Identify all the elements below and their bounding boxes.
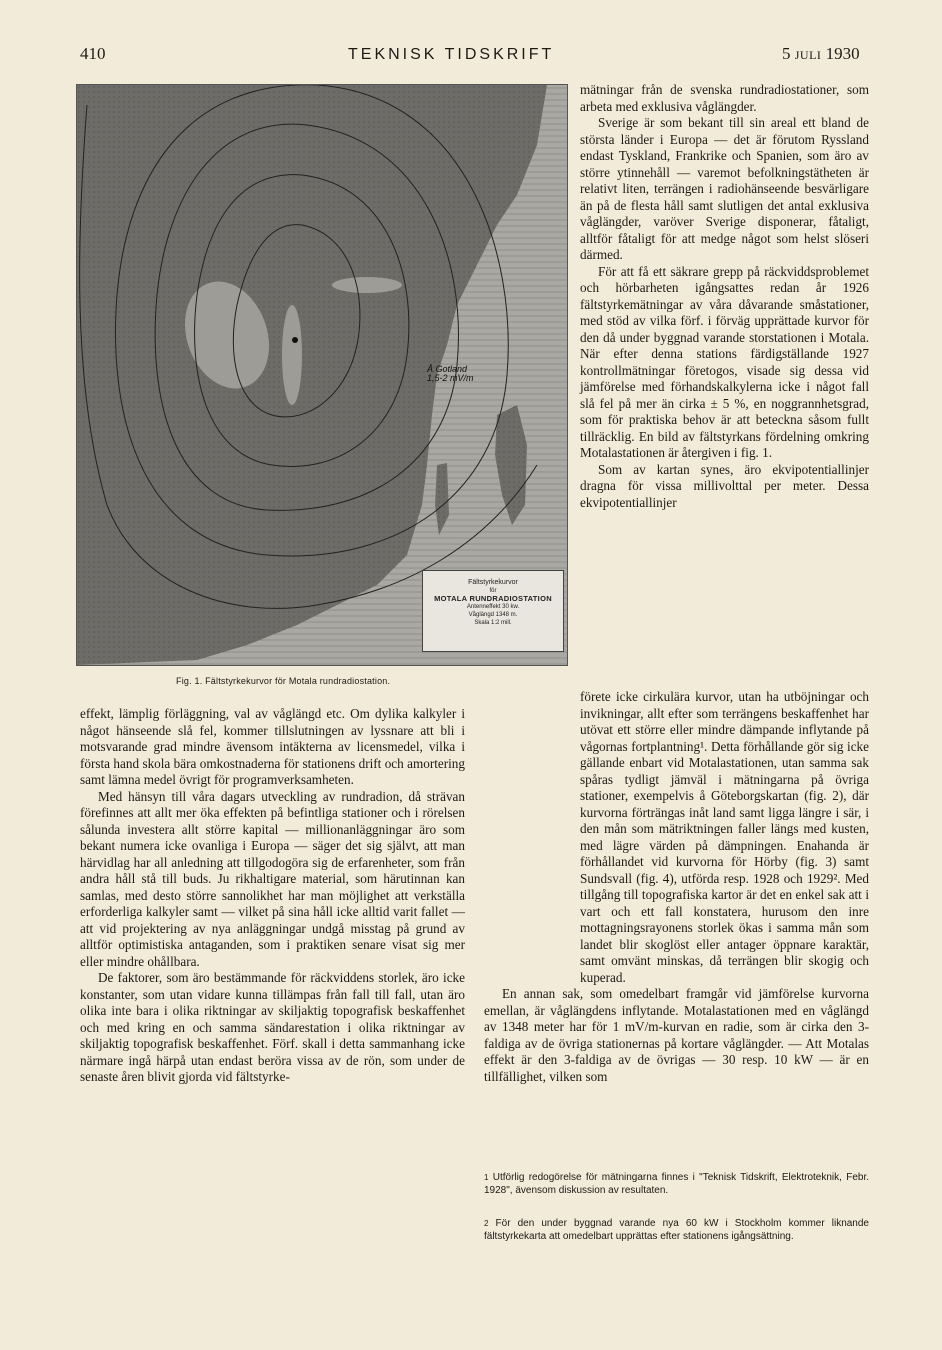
gotland-value: 1,5-2 mV/m [427, 373, 474, 383]
paragraph: förete icke cirkulära kurvor, utan ha utböjningar och invikningar, allt efter som terrängens beskaffenhet har utövat ett större eller mindre dämpande inflytande på vågornas fortplantning¹. Detta förhållande gör sig icke gällande enbart vid Motalastationen, utan samma sak spåras tydligt jämväl i mätningarna på övriga stationer, exempelvis å Göteborgskartan (fig. 2), där kurvorna förträngas inåt land samt ligga längre i sär, i den mån som mätriktningen faller längs med kusten, med lägre värden på dämpningen. Enahanda är förhållandet vid kurvorna för Hörby (fig. 3) samt Sundsvall (fig. 4), utförda resp. 1928 och 1929². Med tillgång till topografiska kartor är det en enkel sak att i vart och ett fall konstatera, hurusom den inre mottagningsrayonens storlek ökas i samma mån som landet blir skoglöst eller antager öppnare karaktär, samt omvänt minskas, då terrängen blir skogig och kuperad. [580, 689, 869, 985]
paragraph: effekt, lämplig förläggning, val av våglängd etc. Om dylika kalkyler i något hänseende slå fel, kommer tillslutningen av lyssnare att bli i motsvarande grad mindre ävensom intäkterna av licensmedel, vilka i första hand skola bära omkostnaderna för stationens drift och amortering samt lämna medel övrigt för programverksamheten. [80, 706, 465, 787]
footnote [484, 1217, 869, 1243]
lake-malaren [332, 277, 402, 293]
legend-wavelength: Våglängd 1348 m. [468, 612, 518, 618]
gotland-name: Å Gotland [427, 364, 468, 374]
paragraph: Med hänsyn till våra dagars utveckling av rundradion, då strävan förefinnes att allt mer öka effekten på befintliga stationer och i rörelsen sålunda investera allt större kapital — millionanläggningar äro som bekant numera icke ovanliga i Europa — säger det sig självt, att man härvidlag har all anledning att tillgodogöra sig de erfarenheter, som från andra håll stå till buds. Ju rikhaltigare material, som härutinnan kan samlas, med desto större sannolikhet har man möjlighet att verkställa erforderliga kalkyler samt — vilket på sina håll icke alltid varit fallet — att vid projektering av nya anläggningar undgå misstag på grund av alltför optimistiska antaganden, som i praktiken senare visat sig mer eller mindre ohållbara. [80, 788, 465, 969]
footnote-text: Utförlig redogörelse för mätningarna finnes i "Teknisk Tidskrift, Elektroteknik, Febr. 1928", ävensom diskussion av resultaten. [484, 1172, 869, 1196]
paragraph: De faktorer, som äro bestämmande för räckviddens storlek, äro icke konstanter, som utan vidare kunna tillämpas från fall till fall, utan äro olika inte bara i olika riktningar av skiljaktig topografisk beskaffenhet och med kring en och samma sändarestation i olika riktningar av skiljaktig topografisk beskaffenhet. Förf. skall i detta sammanhang icke närmare ingå härpå utan endast beröra vissa av de rön, som under de senaste åren blivit gjorda vid fältstyrke- [80, 970, 465, 1084]
legend-power: Antenneffekt 30 kw. [466, 604, 520, 610]
journal-title: TEKNISK TIDSKRIFT [348, 46, 555, 63]
right-column-bottom [484, 689, 869, 1085]
paragraph: För att få ett säkrare grepp på räckviddsproblemet och hörbarheten igångsattes redan år 1926 fältstyrkemätningar av våra dåvarande småstationer, med stöd av vilka förf. i förväg upprättade kurvor för den då under byggnad varande storstationen i Motala. När efter denna stations färdigställande 1927 kontrollmätningar företogos, visade sig dessa vid jämförelse med förhandskalkylerna icke i något fall slå fel på mer än cirka ± 5 %, en noggrannhetsgrad, som för praktiska behov är att beteckna såsom fullt tillräcklig. En bild av fältstyrkans fördelning omkring Motalastationen är återgiven i fig. 1. [580, 263, 869, 460]
date-month: JULI [794, 48, 822, 62]
paragraph: mätningar från de svenska rundradiostationer, som arbeta med exklusiva våglängder. [580, 82, 869, 114]
right-column-top [580, 82, 869, 511]
legend-title: Fältstyrkekurvor [468, 579, 518, 586]
legend-for: för [489, 588, 497, 594]
footnote-mark: 2 [484, 1219, 489, 1228]
lake-vattern [282, 305, 302, 405]
page-number: 410 [80, 44, 106, 63]
map-legend [422, 570, 564, 652]
paragraph: Som av kartan synes, äro ekvipotentiallinjer dragna för vissa millivolttal per meter. Dessa ekvipotentiallinjer [580, 461, 869, 510]
date-day: 5 [782, 44, 791, 63]
legend-station: MOTALA RUNDRADIOSTATION [434, 594, 552, 603]
motala-station-marker [292, 337, 298, 343]
field-strength-map [76, 84, 568, 666]
date-year: 1930 [825, 44, 860, 63]
gotland-label [427, 365, 474, 383]
legend-scale: Skala 1:2 mill. [474, 620, 512, 626]
paragraph: Sverige är som bekant till sin areal ett bland de största länder i Europa — det är förutom Ryssland endast Tyskland, Frankrike och Spanien, som äro av större ytinnehåll — varemot befolkningstätheten är relativt liten, terrängen i radiohänseende besvärligare än på de flesta håll samt slutligen det antal exklusiva våglängder, varöver Sverige disponerar, fåtaligt, alltför fåtaligt för att medge något som helst slöseri därmed. [580, 115, 869, 262]
left-column [80, 706, 465, 1086]
paragraph: En annan sak, som omedelbart framgår vid jämförelse kurvorna emellan, är våglängdens inflytande. Motalastationen med en våglängd av 1348 meter har för 1 mV/m-kurvan en radie, som är cirka den 3-faldiga av de övriga stationernas på kortare våglängder. — Att Motalas effekt är den 3-faldiga av de övrigas — 30 resp. 10 kW — är en tillfällighet, vilken som [484, 986, 869, 1084]
footnote-mark: 1 [484, 1173, 489, 1182]
footnote [484, 1171, 869, 1197]
figure-caption: Fig. 1. Fältstyrkekurvor för Motala rundradiostation. [176, 676, 391, 686]
issue-date [782, 44, 860, 64]
footnote-text: För den under byggnad varande nya 60 kW i Stockholm kommer liknande fältstyrkekarta att omedelbart upprättas efter stationens igångsättning. [484, 1218, 869, 1242]
